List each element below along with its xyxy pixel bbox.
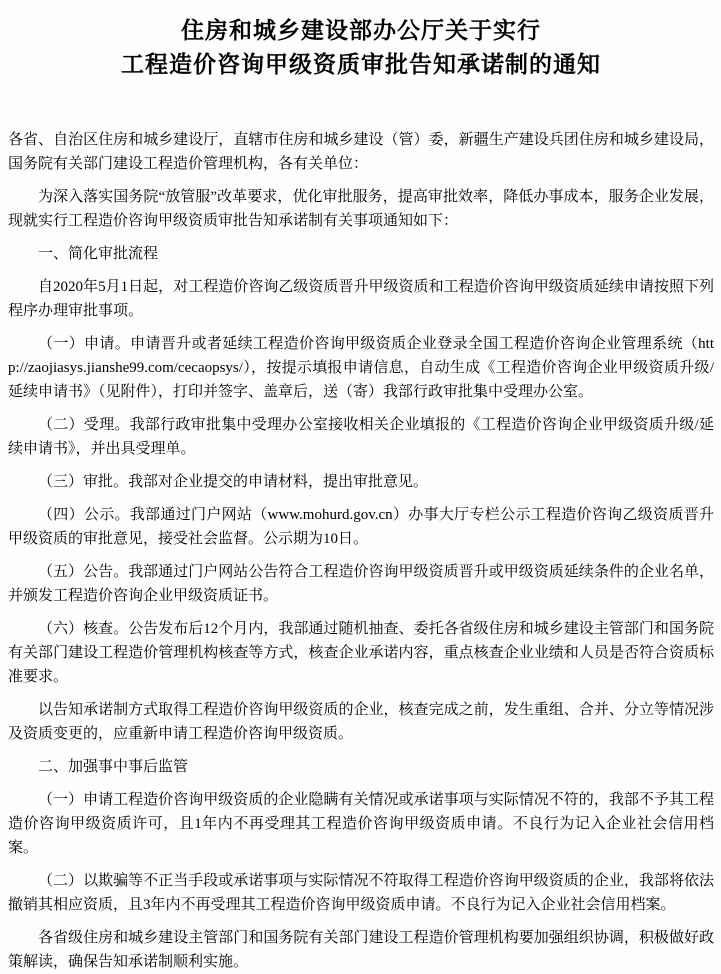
section-1-heading: 一、简化审批流程 (38, 246, 159, 262)
item-4-publicity-paragraph: （四）公示。我部通过门户网站（www.mohurd.gov.cn）办事大厅专栏公示工程造价咨询乙级资质晋升甲级资质的审批意见，接受社会监督。公示期为10日。 (8, 507, 714, 547)
addressee-paragraph: 各省、自治区住房和城乡建设厅，直辖市住房和城乡建设（管）委，新疆生产建设兵团住房和城乡建设局，国务院有关部门建设工程造价管理机构，各有关单位： (8, 132, 714, 172)
item-2-accept-paragraph: （二）受理。我部行政审批集中受理办公室接收相关企业填报的《工程造价咨询企业甲级资质升级/延续申请书》，并出具受理单。 (8, 417, 714, 457)
supervision-item-1-paragraph: （一）申请工程造价咨询甲级资质的企业隐瞒有关情况或承诺事项与实际情况不符的，我部不予其工程造价咨询甲级资质许可，且1年内不再受理其工程造价咨询甲级资质申请。不良行为记入企业社会信用档案。 (8, 792, 714, 856)
document-title-line-1: 住房和城乡建设部办公厅关于实行 (181, 18, 541, 43)
item-6-verify-paragraph: （六）核查。公告发布后12个月内，我部通过随机抽查、委托各省级住房和城乡建设主管部门和国务院有关部门建设工程造价管理机构核查等方式，核查企业承诺内容，重点核查企业业绩和人员是否符合资质标准要求。 (8, 621, 714, 685)
item-3-approve-paragraph: （三）审批。我部对企业提交的申请材料，提出审批意见。 (38, 474, 429, 490)
document-body (8, 128, 714, 974)
reapply-paragraph: 以告知承诺制方式取得工程造价咨询甲级资质的企业，核查完成之前，发生重组、合并、分立等情况涉及资质变更的，应重新申请工程造价咨询甲级资质。 (8, 702, 714, 742)
closing-paragraph: 各省级住房和城乡建设主管部门和国务院有关部门建设工程造价管理机构要加强组织协调，积极做好政策解读，确保告知承诺制顺利实施。 (8, 930, 714, 970)
document-title-line-2: 工程造价咨询甲级资质审批告知承诺制的通知 (121, 52, 601, 77)
document-title (8, 14, 714, 82)
section-2-heading: 二、加强事中事后监管 (38, 759, 189, 775)
section-1-lead-paragraph: 自2020年5月1日起，对工程造价咨询乙级资质晋升甲级资质和工程造价咨询甲级资质延续申请按照下列程序办理审批事项。 (8, 279, 714, 319)
supervision-item-2-paragraph: （二）以欺骗等不正当手段或承诺事项与实际情况不符取得工程造价咨询甲级资质的企业，我部将依法撤销其相应资质，且3年内不再受理其工程造价咨询甲级资质申请。不良行为记入企业社会信用档案。 (8, 873, 714, 913)
item-5-announce-paragraph: （五）公告。我部通过门户网站公告符合工程造价咨询甲级资质晋升或甲级资质延续条件的企业名单，并颁发工程造价咨询企业甲级资质证书。 (8, 564, 714, 604)
intro-paragraph: 为深入落实国务院“放管服”改革要求，优化审批服务，提高审批效率，降低办事成本，服务企业发展，现就实行工程造价咨询甲级资质审批告知承诺制有关事项通知如下： (8, 189, 714, 229)
item-1-apply-paragraph: （一）申请。申请晋升或者延续工程造价咨询甲级资质企业登录全国工程造价咨询企业管理系统（http://zaojiasys.jianshe99.com/cecaopsys/），按提示填报申请信息，自动生成《工程造价咨询企业甲级资质升级/延续申请书》（见附件），打印并签字、盖章后，送（寄）我部行政审批集中受理办公室。 (8, 336, 714, 400)
